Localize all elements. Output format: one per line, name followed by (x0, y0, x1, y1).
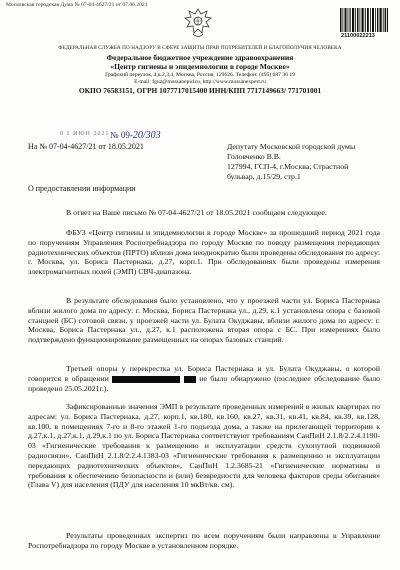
agency-name: ФЕДЕРАЛЬНАЯ СЛУЖБА ПО НАДЗОРУ В СФЕРЕ ЗАЩИТЫ ПРАВ ПОТРЕБИТЕЛЕЙ И БЛАГОПОЛУЧИЯ ЧЕЛОВЕКА (58, 45, 342, 51)
paragraph-3: В результате обследования было установлено, что у проезжей части ул. Бориса Пастернака вблизи жилого дома по адресу: г. Москва, Бориса Пастернака ул., д.29, к.1 установлена опора с базовой станцией (БС) сотовой связи, у проезжей части ул. Булата Окуджавы, вблизи жилого дома по адресу: г. Москва, Бориса Пастернака ул., д.27, к.1 расположена вторая опора с БС. При измерениях было подтверждено функционирование размещенных на опорах базовых станций. (28, 296, 380, 345)
redaction-block (184, 376, 196, 383)
paragraph-6: Результаты проведенных экспертиз по всем поручениям были направлены в Управление Роспотребнадзора по городу Москве в установленном порядке. (28, 531, 380, 550)
outgoing-number-prefix: № 09- (110, 130, 133, 140)
recipient-line1: Депутату Московской городской думы (227, 142, 356, 151)
outgoing-number (110, 130, 161, 141)
organization-name-line2: «Центр гигиены и эпидемиологии в городе Москве» (110, 62, 290, 71)
handwritten-number: 20/303 (132, 130, 161, 141)
paragraph-5: Зафиксированные значения ЭМП в результате проведенных измерений в жилых квартирах по адресам: ул. Бориса Пастернака, д.27, корп.1, кв.180, кв.160, кв.27, кв.31, кв.41, кв.84, кв.39, кв.128, кв.100, в помещениях 7-го и 8-го этажей 1-го подъезда дома, а также на прилегающей территории к д.27,к.1, д.27,к.1, д.29,к.1 по ул. Бориса Пастернака соответствуют требованиям СанПиН 2.1.8/2.2.4.1190-03 «Гигиенические требования к размещению и эксплуатации средств сухопутной подвижной радиосвязи», СанПиН 2.1.8/2.2.4.1383-03 «Гигиенические требования к размещению и эксплуатации передающих радиотехнических объектов», СанПиН 1.2.3685-21 «Гигиенические нормативы и требования к обеспечению безопасности и (или) безвредности для человека факторов среды обитания» (Глава V) для населения (ПДУ для населения 10 мкВт/кв. см). (28, 402, 380, 490)
reference-line: На № 07-04-4627/21 от 18.05.2021 (28, 142, 144, 151)
redaction-block (112, 376, 180, 383)
registration-header-line: Московская городская Дума № 07-04-4627/21 от 07.06.2021 (6, 2, 148, 8)
recipient-line3: 127994, ГСП-4, г.Москва, Страстной (227, 162, 349, 171)
emblem-icon (183, 6, 213, 40)
barcode-number: 21100022213 (341, 33, 375, 39)
date-stamp: 0 1 ИЮН 2021 (60, 131, 110, 137)
paragraph-4-part2: не было обнаружено (последнее обследование было проведено 25.05.2021г.). (28, 373, 381, 393)
organization-codes: ОКПО 76583151, ОГРН 1077717015400 ИНН/КПП 7717149663/ 771701001 (78, 86, 322, 95)
barcode-icon (340, 8, 388, 32)
recipient-line2: Головченко В.В. (227, 152, 281, 161)
organization-contacts: E-mail: fguz@mossanepid.ru, http://www.mossanexpert.ru (134, 79, 266, 85)
paragraph-2: ФБУЗ «Центр гигиены и эпидемиологии в городе Москве» за прошедший период 2021 года по поручениям Управления Роспотребнадзора по городу Москве по поводу размещения передающих радиотехнических объектов (ПРТО) вблизи дома неоднократно были проведены обследования по адресу: г. Москва, ул. Бориса Пастернака, д.27, корп.1. При обследованиях были проведены измерения электромагнитных полей (ЭМП) СВЧ-диапазона. (28, 228, 380, 277)
paragraph-4-part1: Третьей опоры у перекрестка ул. Бориса Пастернака и ул. Булата Окуджавы, о которой говорится в обращении (28, 364, 380, 383)
paragraph-4 (28, 364, 380, 393)
recipient-line4: бульвар, д.15/29, стр.1 (227, 172, 301, 181)
organization-address: Графский переулок, 4,к.2,3,4, Москва, Россия, 129626. Телефон: (495) 687 36 19 (105, 72, 295, 78)
organization-name-line1: Федеральное бюджетное учреждение здравоохранения (106, 53, 294, 62)
paragraph-1: В ответ на Ваше письмо № 07-04-4627/21 от 18.05.2021 сообщаем следующее. (66, 208, 327, 217)
subject-line: О предоставлении информации (28, 184, 136, 193)
